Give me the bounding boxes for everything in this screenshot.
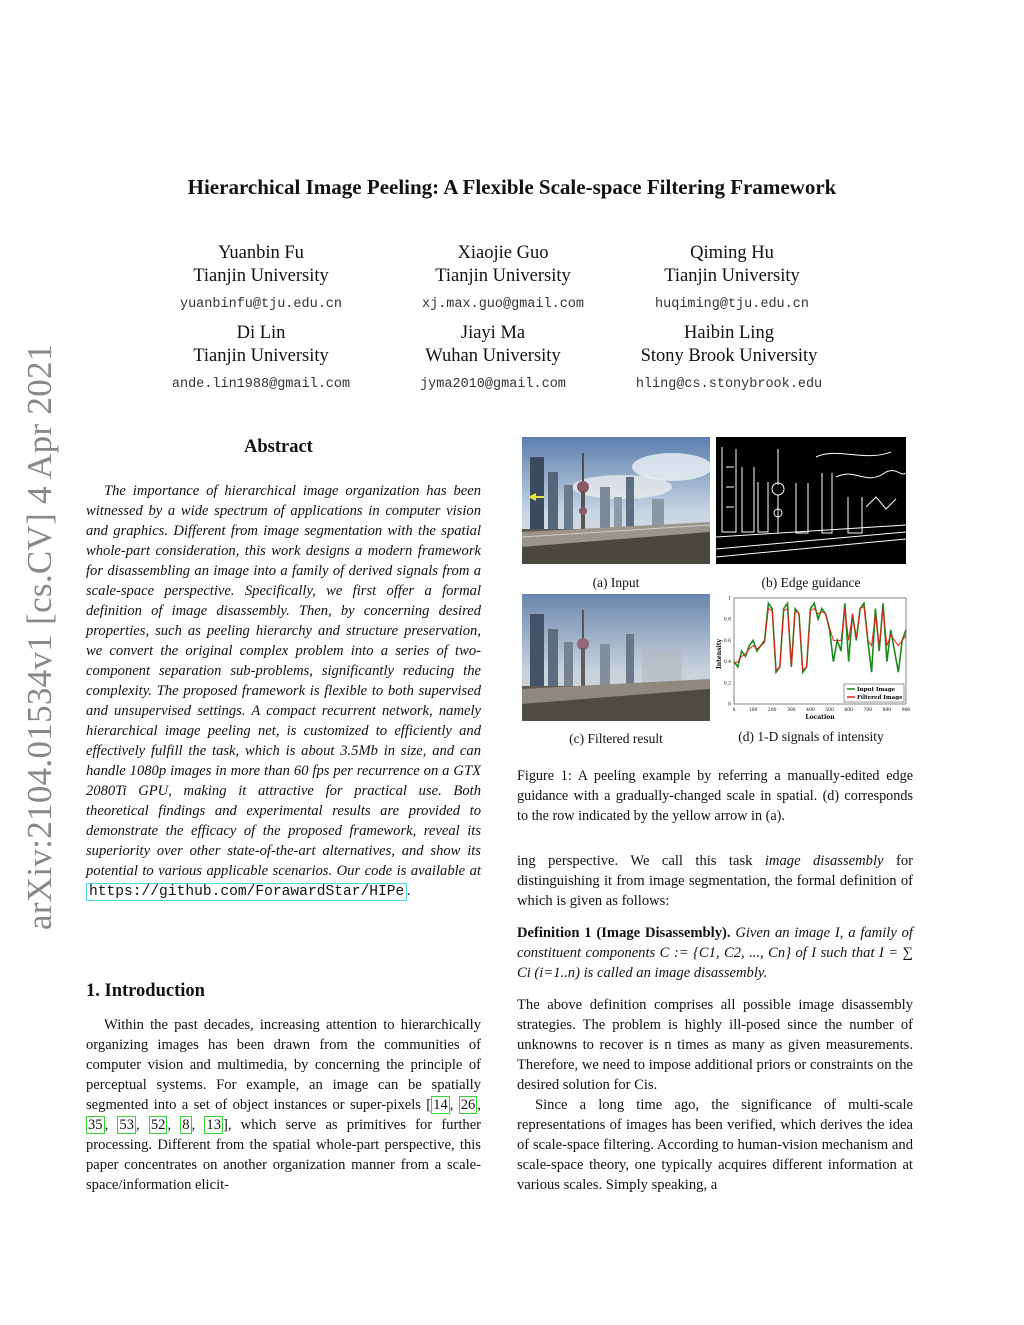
author-email[interactable]: huqiming@tju.edu.cn <box>655 297 809 312</box>
introduction-paragraph: Within the past decades, increasing attention to hierarchically organizing images has been drawn from the communities of computer vision and multimedia, by concerning the principle of perceptual systems. For example, an image can be spatially segmented into a set of object instances or super-pixels [ 14 , 26 , 35 , 53 , 52 , 8 , 13 ], which serve as primitives for further processing. Different from the spatial whole-part perspective, this paper concentrates on another organization manner from a scale-space/information elicit- <box>86 1017 482 1193</box>
definition-text: Given an image I, a family of constituent components C := {C1, C2, ..., Cn} of I such that I = ∑ Ci (i=1..n) is called an image disassembly. <box>517 925 913 981</box>
author-affiliation: Tianjin University <box>193 266 329 286</box>
citation-link[interactable]: 35 <box>88 1117 103 1133</box>
subfigure-caption: (d) 1-D signals of intensity <box>738 729 884 744</box>
legend-label: Filtered Image <box>857 695 903 701</box>
author-block <box>614 322 844 396</box>
citation-link[interactable]: 26 <box>460 1097 476 1113</box>
intro-text-cont: ], which serve as primitives for further processing. Different from the spatial whole-part perspective, this paper concentrates on another organization manner from a scale-space/information elicit- <box>86 1117 482 1193</box>
chart-ytick-label: 0.4 <box>723 660 731 666</box>
abstract-body: The importance of hierarchical image organization has been witnessed by a wide spectrum of applications in computer vision and graphics. Different from image segmentation with the spatial whole-part consideration, this work designs a modern framework for disassembling an image into a family of derived signals from a scale-space perspective. Specifically, we first offer a formal definition of image disassembly. Then, by concerning desired properties, such as peeling hierarchy and structure preservation, we convert the original complex problem into a series of two-component separation sub-problems, significantly reducing the complexity. The proposed framework is flexible to both supervised and unsupervised settings. A compact recurrent network, namely hierarchical image peeling net, is customized to efficiently and effectively fulfill the task, which is about 3.5Mb in size, and can handle 1080p images in more than 60 fps per recurrence on a GTX 2080Ti GPU, making it attractive for practical use. Both theoretical findings and experimental results are provided to demonstrate the efficacy of the proposed framework, reveal its superiority over other state-of-the-art alternatives, and show its potential to various applicable scenarios. Our code is available at <box>86 483 481 879</box>
author-email[interactable]: jyma2010@gmail.com <box>420 377 566 392</box>
author-block <box>146 322 376 396</box>
chart-xtick-label: 900 <box>901 708 910 713</box>
chart-xtick-label: 600 <box>844 708 853 713</box>
abstract-heading: Abstract <box>244 437 313 457</box>
citation-link[interactable]: 8 <box>182 1117 190 1133</box>
paper-title: Hierarchical Image Peeling: A Flexible Scale-space Filtering Framework <box>187 175 837 199</box>
introduction-heading: 1. Introduction <box>86 981 205 1001</box>
text-span: for distinguishing it from image segmentation, the formal definition of which is given as follows: <box>517 853 913 909</box>
author-name: Yuanbin Fu <box>218 243 304 263</box>
citation-link[interactable]: 52 <box>150 1117 166 1133</box>
author-affiliation: Tianjin University <box>435 266 571 286</box>
citation-link[interactable]: 14 <box>433 1097 448 1113</box>
definition-block <box>517 923 913 983</box>
chart-ytick-label: 0.6 <box>723 638 731 644</box>
author-affiliation: Wuhan University <box>425 346 561 366</box>
author-email[interactable]: xj.max.guo@gmail.com <box>421 297 585 312</box>
author-email[interactable]: hling@cs.stonybrook.edu <box>635 377 823 392</box>
figure-caption: Figure 1: A peeling example by referring a manually-edited edge guidance with a gradually-changed scale in spatial. (d) corresponds to the row indicated by the yellow arrow in (a). <box>517 768 913 824</box>
chart-xtick-label: 400 <box>806 708 815 713</box>
code-link[interactable]: https://github.com/ForawardStar/HIPe <box>86 883 407 901</box>
subfigure-caption: (c) Filtered result <box>569 731 663 746</box>
chart-xtick-label: 800 <box>882 708 892 713</box>
abstract-period: . <box>407 883 411 899</box>
right-paragraph <box>517 851 913 911</box>
author-block <box>388 242 618 316</box>
chart-xlabel: Location <box>805 714 835 721</box>
chart-xtick-label: 700 <box>863 708 873 713</box>
author-name: Qiming Hu <box>690 243 774 263</box>
legend-label: Input Image <box>857 687 896 693</box>
right-paragraph: Since a long time ago, the significance of multi-scale representations of images has been verified, which derives the idea of scale-space filtering. According to human-vision mechanism and scale-space theory, one typically acquires different information at various scales. Simply speaking, a <box>517 1097 913 1193</box>
chart-ytick-label: 0.8 <box>723 617 731 623</box>
chart-ytick-label: 0 <box>728 702 731 708</box>
chart-xtick-label: 100 <box>748 708 758 713</box>
arxiv-sidebar-id: arXiv:2104.01534v1 [cs.CV] 4 Apr 2021 <box>20 343 59 930</box>
figure-intensity-chart <box>716 594 910 721</box>
chart-ytick-label: 0.2 <box>723 681 731 687</box>
author-block <box>378 322 608 396</box>
citation-link[interactable]: 13 <box>206 1117 221 1133</box>
intro-text: Within the past decades, increasing attention to hierarchically organizing images has been drawn from the communities of computer vision and multimedia, by concerning the principle of perceptual systems. For example, an image can be spatially segmented into a set of object instances or super-pixels [ <box>86 1017 481 1113</box>
definition-label: Definition 1 <box>517 925 592 941</box>
author-name: Di Lin <box>236 323 286 343</box>
author-affiliation: Tianjin University <box>193 346 329 366</box>
chart-xtick-label: 200 <box>767 708 777 713</box>
chart-ylabel: Intensity <box>716 638 723 670</box>
author-email[interactable]: yuanbinfu@tju.edu.cn <box>179 297 343 312</box>
chart-xtick-label: 0 <box>732 708 736 713</box>
chart-xtick-label: 300 <box>787 708 796 713</box>
author-name: Jiayi Ma <box>460 323 526 343</box>
citation-link[interactable]: 53 <box>119 1117 135 1133</box>
figure-filtered-image <box>522 594 710 721</box>
author-email[interactable]: ande.lin1988@gmail.com <box>171 377 351 392</box>
figure-edge-guidance-image <box>716 437 906 564</box>
text-span: ing perspective. We call this task <box>517 853 765 869</box>
abstract-text <box>86 481 481 902</box>
subfigure-caption: (b) Edge guidance <box>761 575 861 590</box>
chart-xtick-label: 500 <box>825 708 834 713</box>
intensity-chart-svg <box>716 594 910 721</box>
chart-legend <box>844 684 904 702</box>
right-paragraph: The above definition comprises all possible image disassembly strategies. The problem is highly ill-posed since the number of unknowns to recover is n times as many as given measurements. Therefore, we need to impose additional priors or constraints on the desired solution for Cis. <box>517 997 913 1093</box>
author-name: Xiaojie Guo <box>457 243 549 263</box>
author-name: Haibin Ling <box>684 323 774 343</box>
author-block <box>617 242 847 316</box>
figure-input-image <box>522 437 710 564</box>
chart-ytick-label: 1 <box>728 596 731 602</box>
definition-name: (Image Disassembly). <box>596 925 731 941</box>
term-emphasis: image disassembly <box>764 853 884 869</box>
subfigure-caption: (a) Input <box>592 575 640 590</box>
author-affiliation: Tianjin University <box>664 266 800 286</box>
author-affiliation: Stony Brook University <box>640 346 818 366</box>
author-block <box>146 242 376 316</box>
